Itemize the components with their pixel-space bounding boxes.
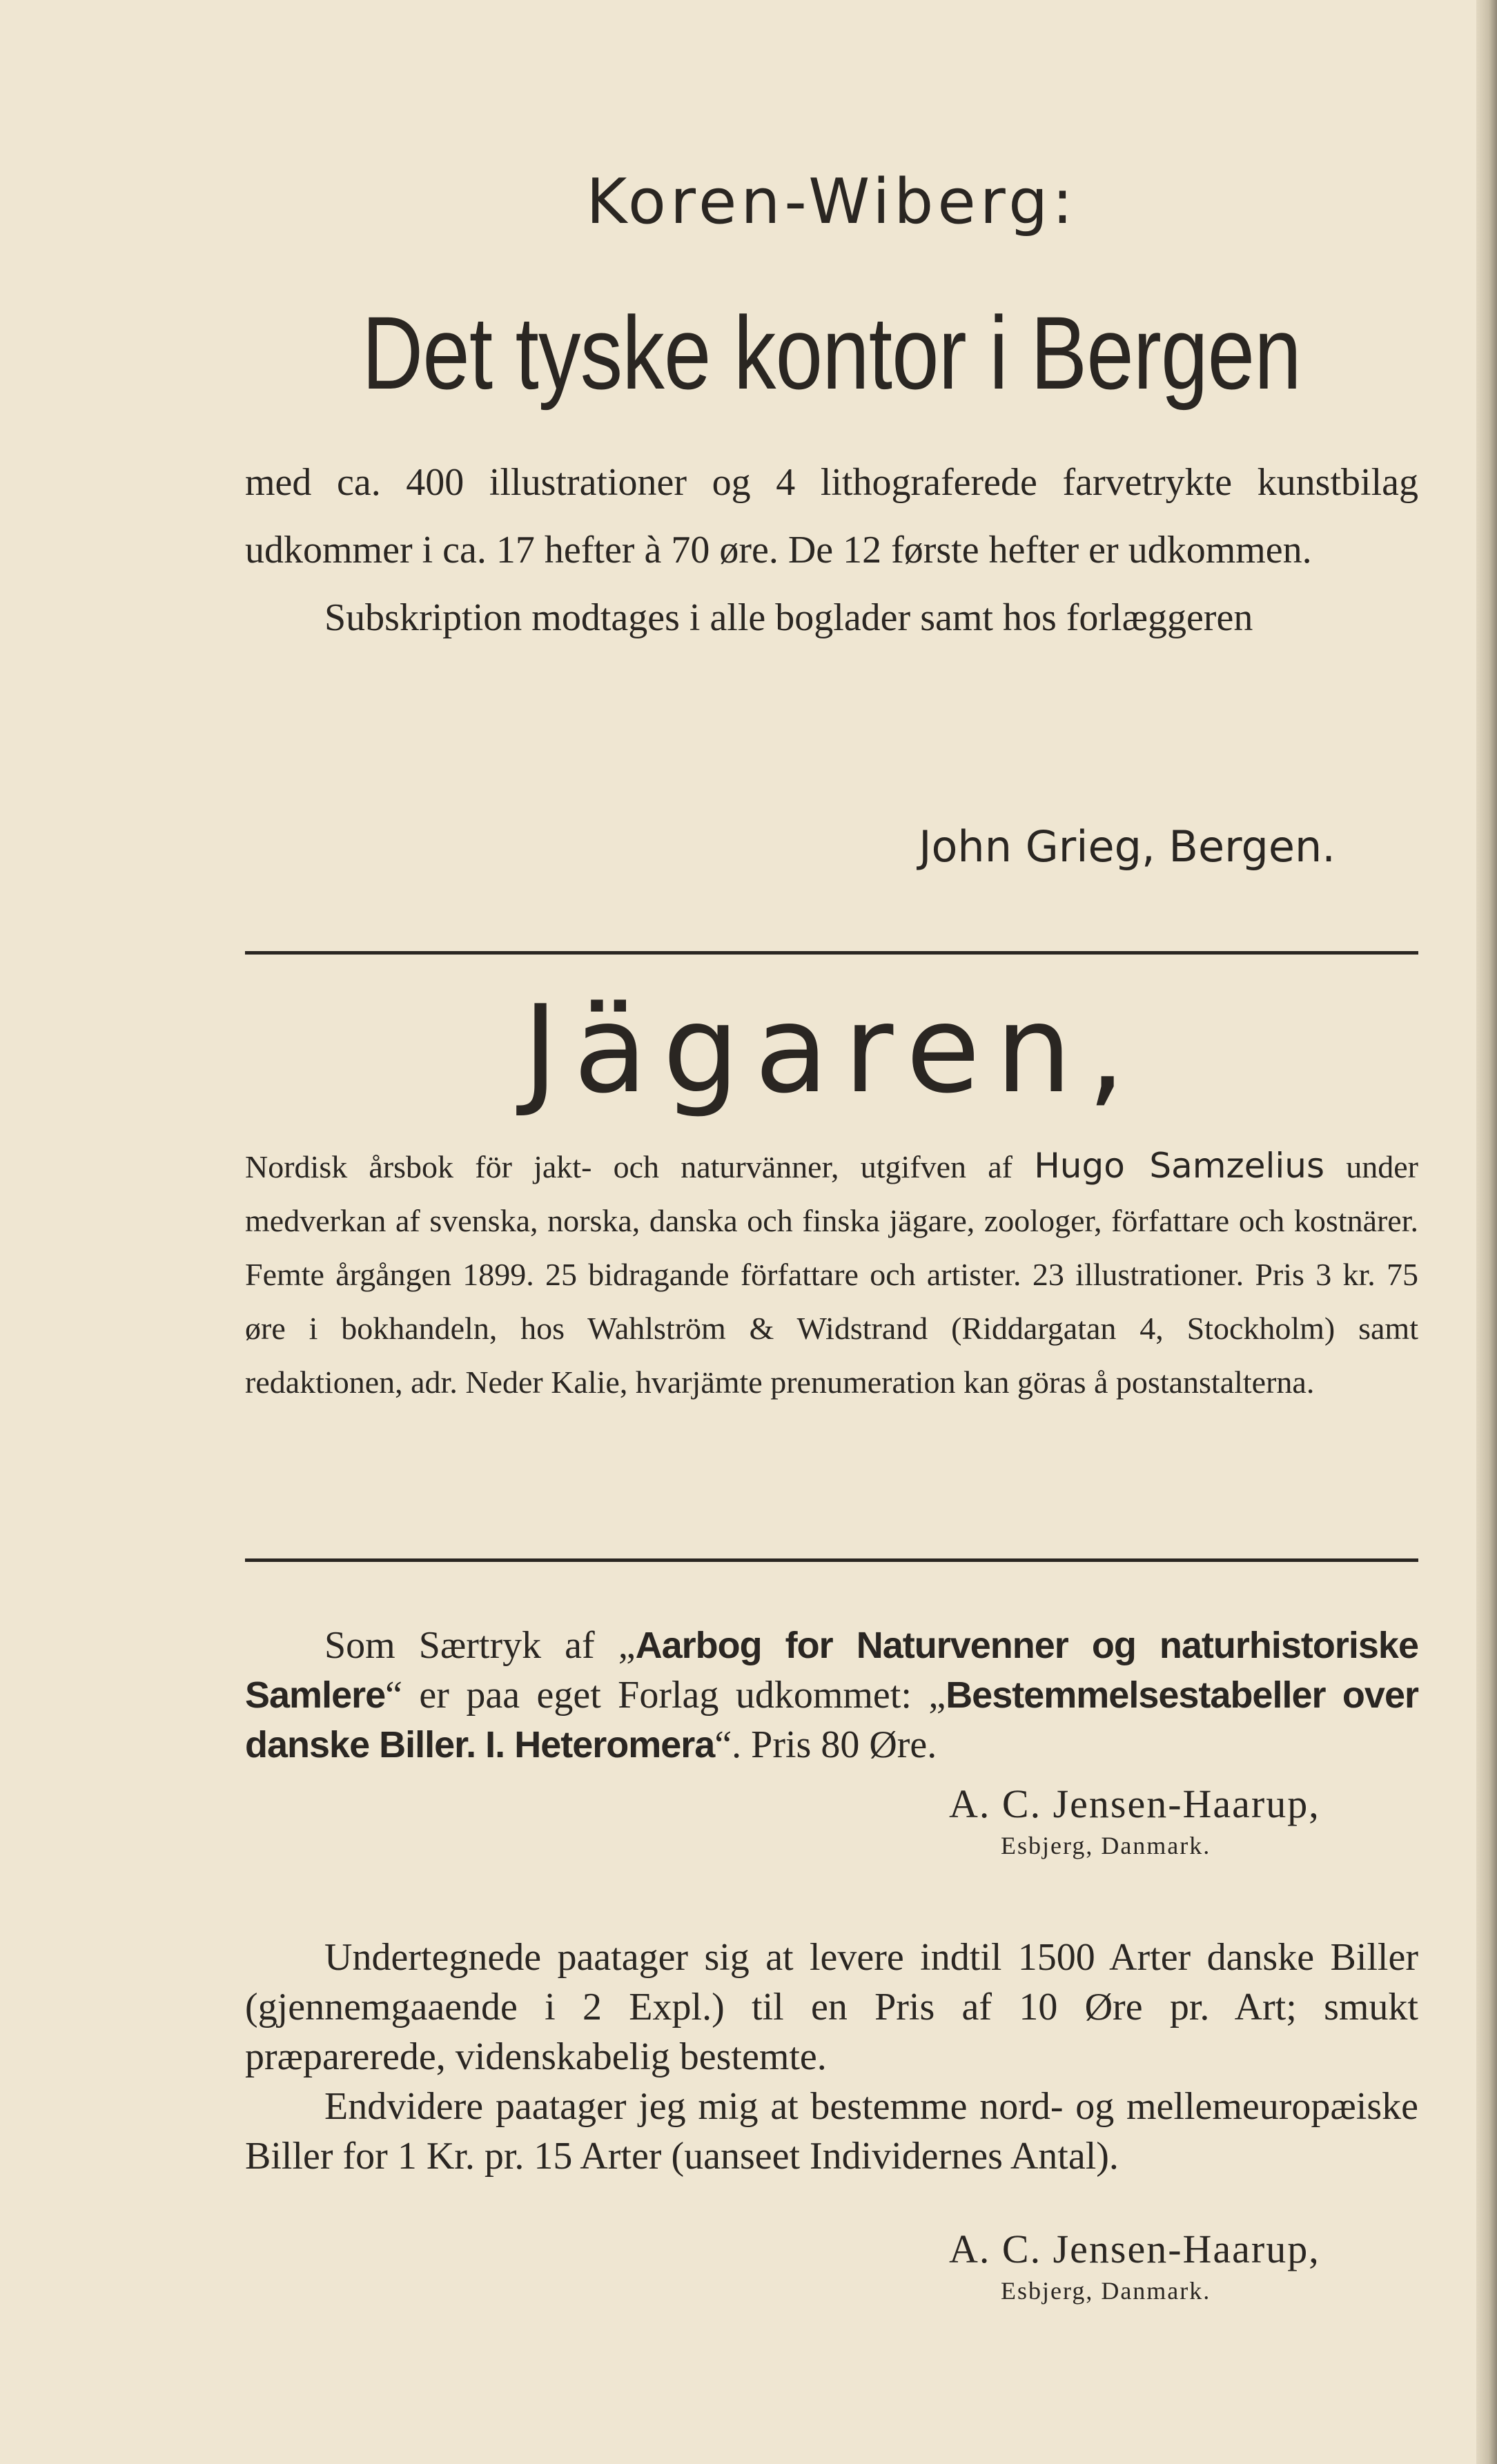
ad4-paragraph-1: Undertegnede paatager sig at levere indtil 1500 Arter danske Biller (gjennemgaaende i 2 Expl.) til en Pris af 10 Øre pr. Art; smukt præparerede, videnskabelig bestemte. <box>245 1936 1418 2078</box>
ad2-body <box>245 1139 1418 1409</box>
page-edge <box>1476 0 1497 2464</box>
ad2-body-pre: Nordisk årsbok för jakt- och naturvänner, utgifven af <box>245 1149 1035 1184</box>
ad1-title: Det tyske kontor i Bergen <box>362 295 1302 411</box>
ad3-text-1: Som Særtryk af „ <box>324 1624 636 1667</box>
divider-2 <box>245 1558 1418 1562</box>
ad4-place: Esbjerg, Danmark. <box>1001 2277 1211 2305</box>
ad1-publisher-line <box>245 821 1418 872</box>
ad3-signature: A. C. Jensen-Haarup, <box>949 1781 1320 1826</box>
ad3-bold-title-1: Aarbog for Naturvenner og naturhistoriske Samlere <box>245 1625 1418 1716</box>
ad1-body: med ca. 400 illustrationer og 4 lithograferede farvetrykte kunstbilag udkommer i ca. 17 hefter à 70 øre. De 12 første hefter er udkommen. <box>245 461 1418 571</box>
ad4-body-block <box>245 1933 1418 2181</box>
ad1-subscription: Subskription modtages i alle boglader samt hos forlæggeren <box>324 596 1253 639</box>
ad3-body <box>245 1621 1418 1770</box>
ad3-text-2: “ er paa eget Forlag udkommet: „ <box>385 1674 946 1717</box>
ad3-body-block <box>245 1621 1418 1770</box>
ad1-body-block <box>245 449 1418 652</box>
ad3-place: Esbjerg, Danmark. <box>1001 1832 1211 1859</box>
ad1-title-line <box>245 293 1418 413</box>
ad2-title: Jägaren, <box>522 980 1141 1120</box>
ad4-paragraph-2: Endvidere paatager jeg mig at bestemme nord- og mellemeuropæiske Biller for 1 Kr. pr. 15 Arter (uanseet Individernes Antal). <box>245 2085 1418 2178</box>
divider-1 <box>245 951 1418 955</box>
ad4-signature-block <box>245 2226 1418 2305</box>
ad3-signature-block <box>245 1781 1418 1860</box>
ad1-publisher: John Grieg, Bergen. <box>919 821 1335 872</box>
ad1-author: Koren-Wiberg: <box>586 166 1077 238</box>
ad2-body-block <box>245 1139 1418 1409</box>
ad3-bold-title-2: Bestemmelsestabeller over danske Biller. I. Heteromera <box>245 1674 1418 1766</box>
ad2-title-line <box>245 980 1418 1120</box>
ad2-body-post: under medverkan af svenska, norska, danska och finska jägare, zoologer, författare och kostnärer. Femte årgången 1899. 25 bidragande författare och artister. 23 illustrationer. Pris 3 kr. 75 øre i bokhandeln, hos Wahlström & Widstrand (Riddargatan 4, Stockholm) samt redaktionen, adr. Neder Kalie, hvarjämte prenumeration kan göras å postanstalterna. <box>245 1149 1418 1400</box>
ad1-author-line <box>245 166 1418 238</box>
ad2-editor: Hugo Samzelius <box>1034 1146 1325 1186</box>
ad3-text-3: “. Pris 80 Øre. <box>714 1723 937 1766</box>
ad4-signature: A. C. Jensen-Haarup, <box>949 2227 1320 2271</box>
